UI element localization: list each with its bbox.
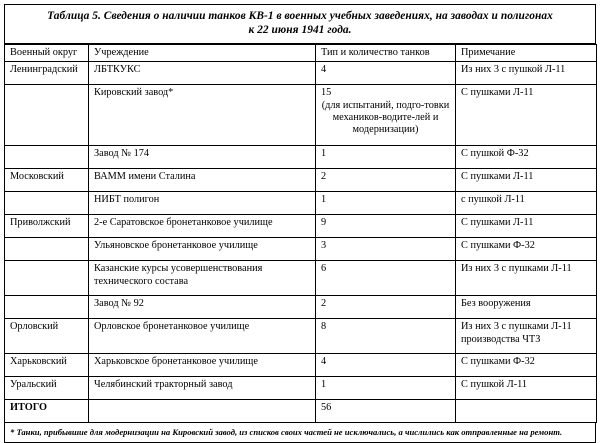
table-body [5, 62, 597, 423]
cell-note: С пушками Л-11 [456, 85, 597, 146]
cell-count-note: (для испытаний, подго-товки механиков-водите-лей и модернизации) [321, 99, 450, 135]
cell-district [5, 192, 89, 215]
cell-count-number: 4 [321, 356, 327, 368]
cell-district: Орловский [5, 319, 89, 354]
cell-count [316, 296, 456, 319]
cell-institution: Завод № 174 [89, 146, 316, 169]
cell-district [5, 261, 89, 296]
cell-note: с пушкой Л-11 [456, 192, 597, 215]
cell-count-number: 2 [321, 171, 327, 183]
cell-note: С пушками Л-11 [456, 215, 597, 238]
cell-institution: НИБТ полигон [89, 192, 316, 215]
cell-count-number: 9 [321, 217, 327, 229]
cell-count-number: 4 [321, 64, 327, 76]
cell-note: Из них 3 с пушкой Л-11 [456, 62, 597, 85]
cell-note: Из них 3 с пушками Л-11 [456, 261, 597, 296]
cell-district [5, 146, 89, 169]
cell-count-number: 6 [321, 263, 327, 275]
cell-count-number: 15 [321, 87, 332, 99]
cell-note: С пушками Л-11 [456, 169, 597, 192]
table-row [5, 215, 597, 238]
table-row [5, 146, 597, 169]
table-row [5, 261, 597, 296]
cell-note: Без вооружения [456, 296, 597, 319]
cell-institution: Кировский завод* [89, 85, 316, 146]
cell-count-number: 1 [321, 194, 327, 206]
cell-total-label: ИТОГО [5, 400, 89, 423]
cell-note: С пушками Ф-32 [456, 238, 597, 261]
cell-district: Уральский [5, 377, 89, 400]
cell-institution: Челябинский тракторный завод [89, 377, 316, 400]
cell-count [316, 377, 456, 400]
table-row [5, 296, 597, 319]
column-header-district: Военный округ [5, 45, 89, 62]
cell-institution: Завод № 92 [89, 296, 316, 319]
cell-note: С пушкой Ф-32 [456, 146, 597, 169]
table-title-line-2: к 22 июня 1941 года. [248, 23, 352, 36]
cell-count-number: 1 [321, 148, 327, 160]
cell-count [316, 85, 456, 146]
cell-institution: Казанские курсы усовершенствования технического состава [89, 261, 316, 296]
cell-district [5, 85, 89, 146]
cell-count-number: 8 [321, 321, 327, 333]
cell-count [316, 192, 456, 215]
table-row [5, 62, 597, 85]
cell-district [5, 238, 89, 261]
cell-note: Из них 3 с пушками Л-11 производства ЧТЗ [456, 319, 597, 354]
table-header [5, 45, 597, 62]
cell-institution: ЛБТКУКС [89, 62, 316, 85]
cell-count-number: 1 [321, 379, 327, 391]
table-title-box [4, 4, 596, 44]
column-header-institution: Учреждение [89, 45, 316, 62]
cell-total-institution [89, 400, 316, 423]
cell-district: Приволжский [5, 215, 89, 238]
tank-inventory-table [4, 44, 597, 423]
table-row [5, 319, 597, 354]
cell-district [5, 296, 89, 319]
cell-district: Ленинградский [5, 62, 89, 85]
cell-count [316, 62, 456, 85]
cell-institution: Ульяновское бронетанковое училище [89, 238, 316, 261]
cell-count [316, 169, 456, 192]
cell-count-number: 3 [321, 240, 327, 252]
cell-count [316, 261, 456, 296]
cell-district: Харьковский [5, 354, 89, 377]
cell-count-number: 2 [321, 298, 327, 310]
table-title-line-1: Таблица 5. Сведения о наличии танков КВ-1 в военных учебных заведениях, на заводах и полигонах [47, 10, 553, 22]
cell-count [316, 146, 456, 169]
table-row [5, 238, 597, 261]
cell-institution: ВАММ имени Сталина [89, 169, 316, 192]
cell-count [316, 354, 456, 377]
cell-count [316, 215, 456, 238]
column-header-note: Примечание [456, 45, 597, 62]
cell-count [316, 319, 456, 354]
table-footnote: * Танки, прибывшие для модернизации на Кировский завод, из списков своих частей не исключались, а числились как отправленные на ремонт. [4, 423, 596, 443]
cell-district: Московский [5, 169, 89, 192]
table-row [5, 192, 597, 215]
cell-institution: Харьковское бронетанковое училище [89, 354, 316, 377]
cell-note: С пушкой Л-11 [456, 377, 597, 400]
cell-institution: Орловское бронетанковое училище [89, 319, 316, 354]
cell-total-count [316, 400, 456, 423]
cell-total-note [456, 400, 597, 423]
table-total-row [5, 400, 597, 423]
table-row [5, 85, 597, 146]
cell-total-count-number: 56 [321, 402, 332, 414]
cell-note: С пушками Ф-32 [456, 354, 597, 377]
table-row [5, 377, 597, 400]
header-row [5, 45, 597, 62]
column-header-count: Тип и количество танков [316, 45, 456, 62]
cell-institution: 2-е Саратовское бронетанковое училище [89, 215, 316, 238]
table-row [5, 354, 597, 377]
table-row [5, 169, 597, 192]
cell-count [316, 238, 456, 261]
